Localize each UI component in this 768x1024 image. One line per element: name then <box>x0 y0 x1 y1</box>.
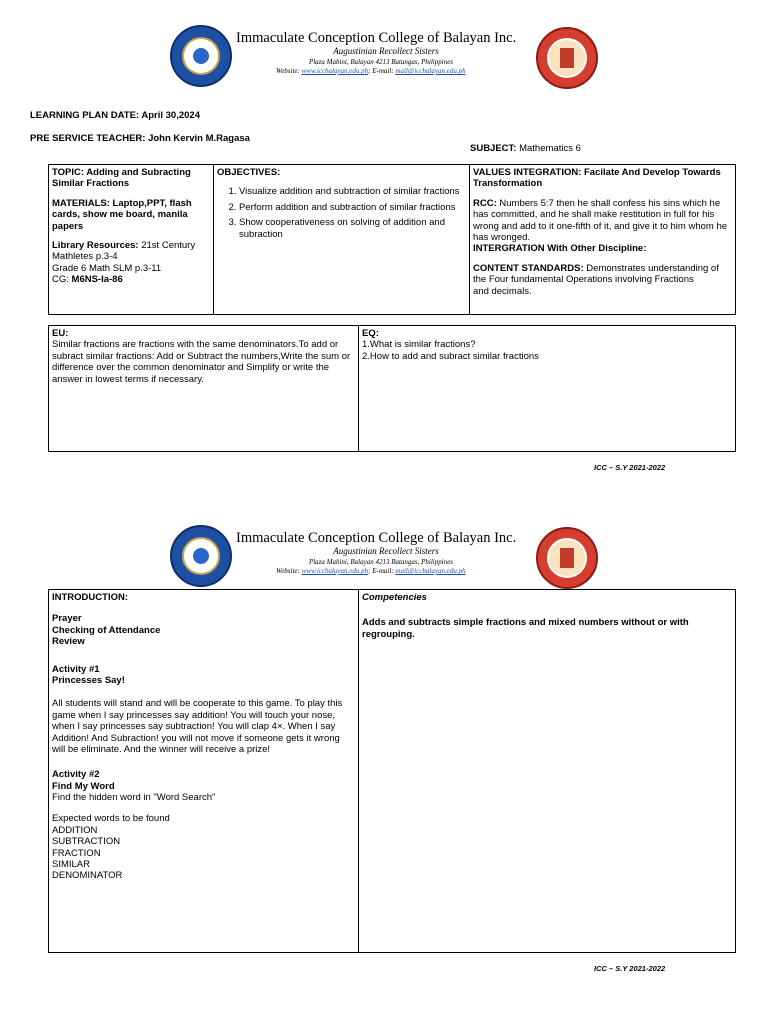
objectives-title: OBJECTIVES: <box>217 167 281 178</box>
school-subtitle: Augustinian Recollect Sisters <box>333 546 439 556</box>
library-resources-line2: Grade 6 Math SLM p.3-11 <box>52 262 162 274</box>
school-website-line: Website: www.iccbalayan.edu.ph; E-mail: mail@iccbalayan.edu.ph <box>276 567 466 575</box>
eq-cell <box>358 325 736 452</box>
library-resources: Library Resources: 21st Century Mathletes p.3-4 <box>52 239 196 263</box>
activity-1-name: Princesses Say! <box>52 674 125 686</box>
introduction-title: INTRODUCTION: <box>52 592 128 603</box>
word-item: ADDITION <box>52 824 98 836</box>
page-footer: ICC – S.Y 2021-2022 <box>594 964 666 973</box>
objectives-cell <box>213 164 470 315</box>
content-standards: CONTENT STANDARDS: Demonstrates understanding of the Four fundamental Operations involving Fractions <box>473 262 719 286</box>
word-item: SIMILAR <box>52 859 91 871</box>
pre-service-teacher: PRE SERVICE TEACHER: John Kervin M.Ragasa <box>30 133 250 144</box>
subject: SUBJECT: Mathematics 6 <box>470 143 581 154</box>
word-item: DENOMINATOR <box>52 870 123 882</box>
school-seal-right-icon <box>536 527 598 589</box>
competencies-text: Adds and subtracts simple fractions and mixed numbers without or with regrouping. <box>362 617 689 640</box>
eq-question: 1.What is similar fractions? <box>362 339 476 351</box>
introduction-cell <box>48 589 359 953</box>
objective-item: 1. Visualize addition and subtraction of similar fractions <box>239 186 466 197</box>
plan-date: LEARNING PLAN DATE: April 30,2024 <box>30 110 200 121</box>
school-address: Plaza Mabini, Balayan 4213 Batangas, Philippines <box>308 558 454 566</box>
eu-text: Similar fractions are fractions with the same denominators.To add or subract similar fractions: Add or Subtract the numbers,Write the sum or difference over the common denominator and Simplify or write the answer in lowest terms if necessary. <box>52 339 351 385</box>
objective-item: 2. Perform addition and subtraction of similar fractions <box>239 202 466 213</box>
values-cell <box>469 164 736 315</box>
activity-2-name: Find My Word <box>52 780 115 792</box>
competencies-cell <box>358 589 736 953</box>
topic-cell <box>48 164 214 315</box>
letterhead <box>0 26 768 106</box>
integration-discipline: INTERGRATION With Other Discipline: <box>473 243 647 255</box>
curriculum-guide: CG: M6NS-Ia-86 <box>52 274 123 286</box>
review: Review <box>52 636 85 648</box>
page-footer: ICC – S.Y 2021-2022 <box>594 463 666 472</box>
eu-title: EU: <box>52 328 69 339</box>
school-seal-left-icon <box>170 25 232 87</box>
eq-title: EQ: <box>362 328 379 339</box>
school-seal-left-icon <box>170 525 232 587</box>
prayer: Prayer <box>52 613 82 625</box>
eu-cell <box>48 325 359 452</box>
school-name: Immaculate Conception College of Balayan Inc. <box>236 30 517 46</box>
word-item: FRACTION <box>52 847 101 859</box>
materials: MATERIALS: Laptop,PPT, flash cards, show me board, manila papers <box>52 197 192 232</box>
activity-1-text: All students will stand and will be cooperate to this game. To play this game when I say princesses say addition! You will touch your nose, when I say princesses say subtraction! You will clap 4×. When I say Addition! And Subraction! you will not move if someone gets it wrong will be eliminate. And the winner will receive a prize! <box>52 698 343 755</box>
rcc: RCC: Numbers 5:7 then he shall confess his sins which he has committed, and he shall make restitution in full for his wrong and add to it one-fifth of it, and give it to him whom he has wronged. <box>473 197 728 243</box>
competencies-title: Competencies <box>362 592 427 603</box>
checking-attendance: Checking of Attendance <box>52 624 161 636</box>
website-link[interactable]: www.iccbalayan.edu.ph <box>301 567 369 575</box>
email-link[interactable]: mail@iccbalayan.edu.ph <box>395 67 466 75</box>
activity-2-title: Activity #2 <box>52 769 100 781</box>
content-standards-line2: and decimals. <box>473 285 532 297</box>
values-integration: VALUES INTEGRATION: Facilate And Develop Towards Transformation <box>473 167 721 190</box>
objectives-list <box>217 186 466 240</box>
school-subtitle: Augustinian Recollect Sisters <box>333 46 439 56</box>
topic: TOPIC: Adding and Subracting Similar Fractions <box>52 167 191 190</box>
website-link[interactable]: www.iccbalayan.edu.ph <box>301 67 369 75</box>
school-website-line: Website: www.iccbalayan.edu.ph; E-mail: mail@iccbalayan.edu.ph <box>276 67 466 75</box>
expected-words: Expected words to be found <box>52 813 170 825</box>
email-link[interactable]: mail@iccbalayan.edu.ph <box>395 567 466 575</box>
activity-1-title: Activity #1 <box>52 663 100 675</box>
school-seal-right-icon <box>536 27 598 89</box>
objective-item: 3. Show cooperativeness on solving of addition and subraction <box>239 217 466 240</box>
activity-2-text: Find the hidden word in "Word Search" <box>52 792 216 804</box>
school-address: Plaza Mabini, Balayan 4213 Batangas, Philippines <box>308 58 454 66</box>
eq-question: 2.How to add and subract similar fractions <box>362 350 539 362</box>
word-item: SUBTRACTION <box>52 836 121 848</box>
school-name: Immaculate Conception College of Balayan Inc. <box>236 530 517 546</box>
